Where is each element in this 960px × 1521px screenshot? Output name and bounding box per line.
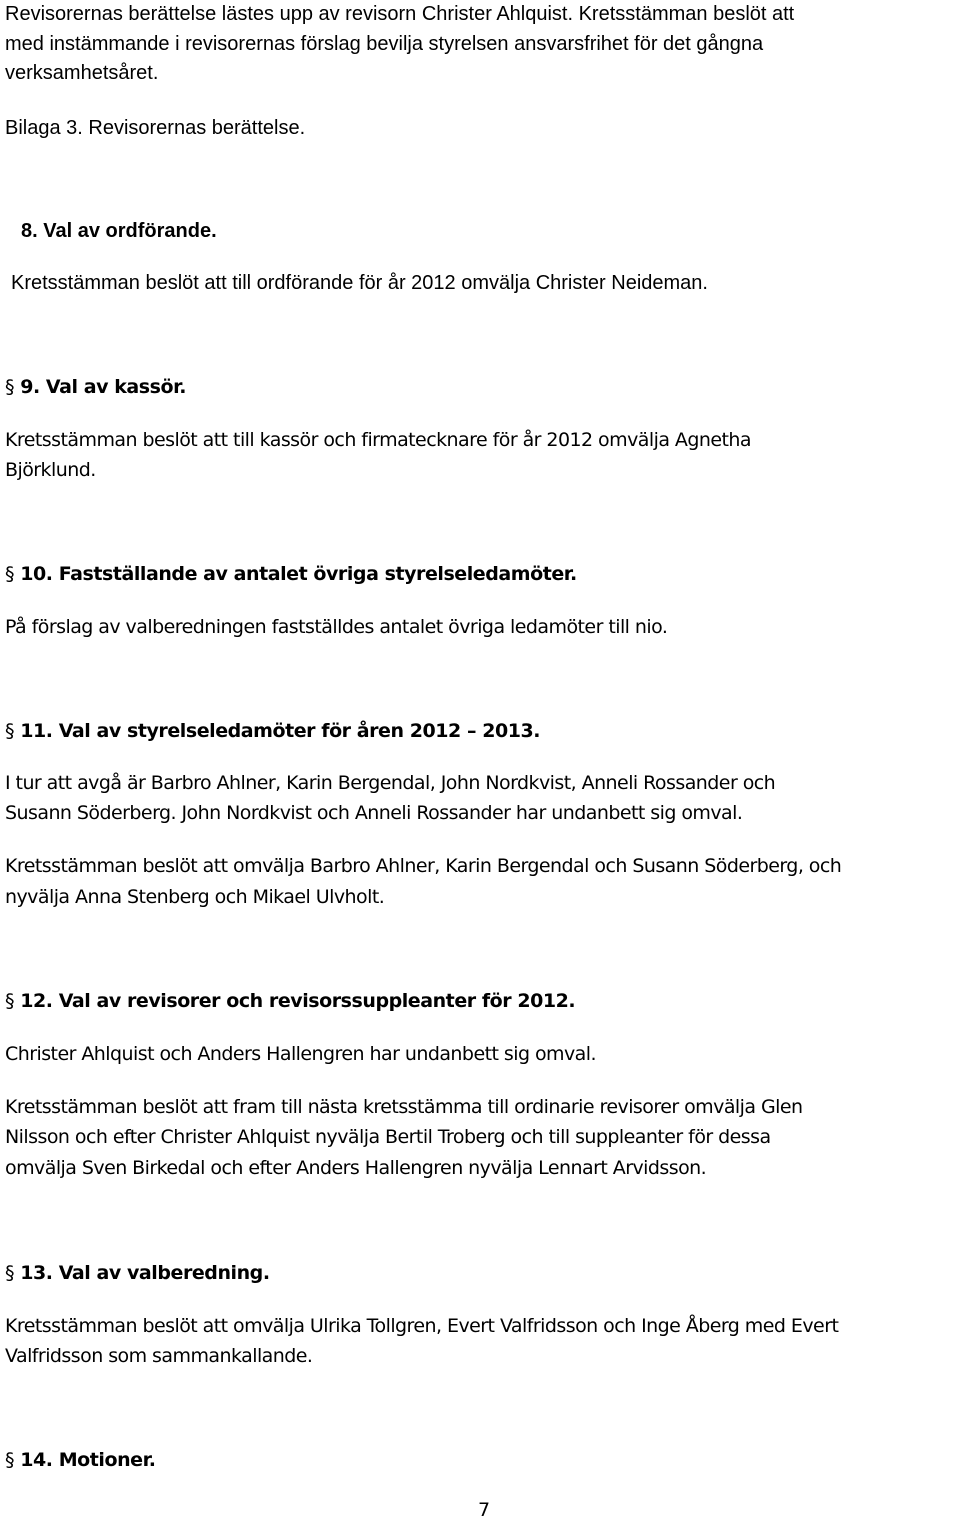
- section-12-paragraph-2-line-3: omvälja Sven Birkedal och efter Anders Hallengren nyvälja Lennart Arvidsson.: [5, 1157, 707, 1179]
- section-10-body: På förslag av valberedningen fastställdes antalet övriga ledamöter till nio.: [5, 616, 668, 638]
- section-11-paragraph-2-line-1: Kretsstämman beslöt att omvälja Barbro Ahlner, Karin Bergendal och Susann Söderberg, och: [5, 855, 842, 877]
- intro-line-2: med instämmande i revisorernas förslag bevilja styrelsen ansvarsfrihet för det gångna: [5, 33, 764, 55]
- section-8-title: 8. Val av ordförande.: [21, 220, 217, 242]
- section-12-paragraph-2-line-2: Nilsson och efter Christer Ahlquist nyvälja Bertil Troberg och till suppleanter för dessa: [5, 1126, 771, 1148]
- section-9-title: 9. Val av kassör.: [20, 376, 187, 398]
- section-11-title: 11. Val av styrelseledamöter för åren 2012 – 2013.: [20, 720, 541, 742]
- section-symbol: §: [5, 376, 15, 398]
- section-12-paragraph-2-line-1: Kretsstämman beslöt att fram till nästa kretsstämma till ordinarie revisorer omvälja Glen: [5, 1096, 803, 1118]
- section-13-heading: [5, 1264, 270, 1283]
- intro-line-1: Revisorernas berättelse lästes upp av revisorn Christer Ahlquist. Kretsstämman beslöt att: [5, 3, 795, 25]
- section-14-title: 14. Motioner.: [20, 1449, 156, 1471]
- section-13-body-line-1: Kretsstämman beslöt att omvälja Ulrika Tollgren, Evert Valfridsson och Inge Åberg med Evert: [5, 1315, 839, 1337]
- section-8-heading: [21, 221, 217, 241]
- section-symbol: §: [5, 1262, 15, 1284]
- section-9-body-line-2: Björklund.: [5, 459, 96, 481]
- document-page: [5, 0, 957, 1521]
- section-9-body-line-1: Kretsstämman beslöt att till kassör och firmatecknare för år 2012 omvälja Agnetha: [5, 429, 751, 451]
- section-12-title: 12. Val av revisorer och revisorssuppleanter för 2012.: [20, 990, 576, 1012]
- section-9-heading: [5, 378, 186, 397]
- section-8-body: Kretsstämman beslöt att till ordförande för år 2012 omvälja Christer Neideman.: [11, 272, 708, 294]
- intro-line-3: verksamhetsåret.: [5, 62, 159, 84]
- section-11-heading: [5, 722, 540, 741]
- section-symbol: §: [5, 720, 15, 742]
- section-11-paragraph-2-line-2: nyvälja Anna Stenberg och Mikael Ulvholt.: [5, 886, 385, 908]
- section-10-title: 10. Fastställande av antalet övriga styrelseledamöter.: [20, 563, 577, 585]
- attachment-note: Bilaga 3. Revisorernas berättelse.: [5, 117, 306, 139]
- section-symbol: §: [5, 990, 15, 1012]
- section-symbol: §: [5, 1449, 15, 1471]
- page-number: 7: [478, 1499, 491, 1521]
- section-12-heading: [5, 992, 575, 1011]
- section-12-paragraph-1: Christer Ahlquist och Anders Hallengren har undanbett sig omval.: [5, 1043, 596, 1065]
- section-11-paragraph-1-line-2: Susann Söderberg. John Nordkvist och Anneli Rossander har undanbett sig omval.: [5, 802, 743, 824]
- section-10-heading: [5, 565, 577, 584]
- section-11-paragraph-1-line-1: I tur att avgå är Barbro Ahlner, Karin Bergendal, John Nordkvist, Anneli Rossander och: [5, 772, 776, 794]
- section-13-body-line-2: Valfridsson som sammankallande.: [5, 1345, 313, 1367]
- section-13-title: 13. Val av valberedning.: [20, 1262, 270, 1284]
- section-symbol: §: [5, 563, 15, 585]
- section-14-heading: [5, 1451, 156, 1470]
